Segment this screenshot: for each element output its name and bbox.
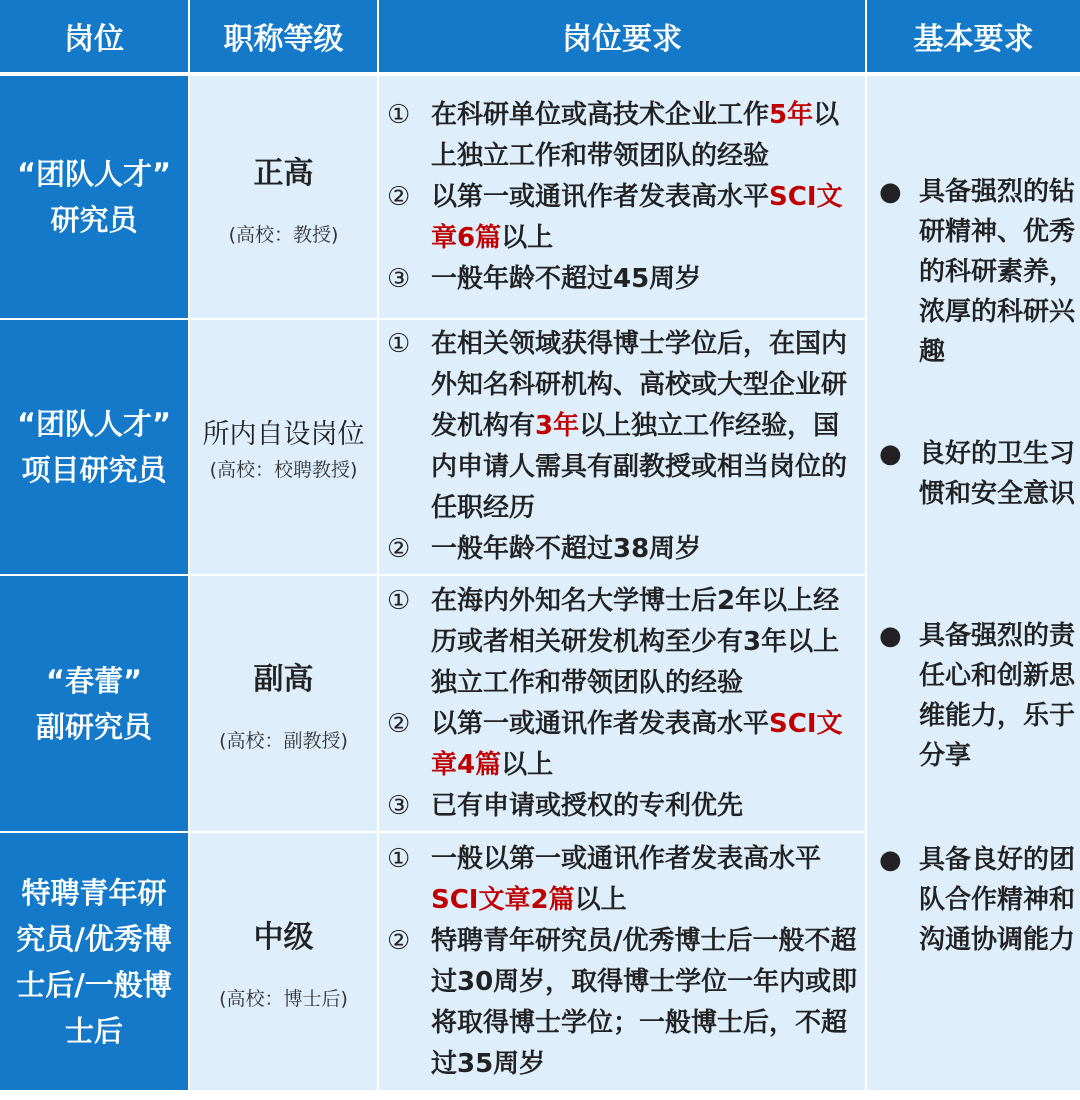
requirement-number: ①	[387, 843, 411, 874]
requirement-item	[387, 839, 865, 921]
requirement-number: ②	[387, 925, 411, 956]
position-label: “春蕾” 副研究员	[35, 663, 152, 744]
header-position: 岗位	[0, 0, 188, 72]
requirement-number: ③	[387, 790, 411, 821]
requirement-text: 一般年龄不超过45周岁	[431, 263, 702, 294]
position-cell	[0, 576, 188, 831]
requirement-number: ③	[387, 263, 411, 294]
requirements-cell	[379, 76, 865, 318]
position-label: “团队人才” 项目研究员	[16, 407, 172, 487]
highlight-text: 5年	[769, 99, 814, 130]
level-main: 所内自设岗位	[202, 419, 365, 450]
requirement-text: 在相关领域获得博士学位后，在国内外知名科研机构、高校或大型企业研发机构有3年以上独立工作经验，国内申请人需具有副教授或相当岗位的任职经历	[431, 329, 848, 523]
requirement-item	[387, 921, 865, 1085]
requirement-text: 以第一或通讯作者发表高水平SCI文章4篇以上	[431, 708, 843, 780]
basic-item-text: 具备强烈的钻研精神、优秀的科研素养，浓厚的科研兴趣	[919, 177, 1076, 367]
requirement-text: 特聘青年研究员/优秀博士后一般不超过30周岁，取得博士学位一年内或即将取得博士学位；一般博士后，不超过35周岁	[431, 925, 858, 1079]
requirement-number: ②	[387, 534, 411, 564]
requirement-text: 已有申请或授权的专利优先	[431, 790, 744, 821]
position-label: “团队人才” 研究员	[16, 157, 172, 237]
requirement-number: ①	[387, 99, 411, 130]
requirement-text: 在科研单位或高技术企业工作5年以上独立工作和带领团队的经验	[431, 99, 840, 171]
highlight-text: 3年	[535, 411, 580, 441]
level-main: 副高	[253, 662, 314, 697]
position-cell	[0, 833, 188, 1090]
requirement-item	[387, 259, 865, 300]
highlight-text: SCI文章6篇	[431, 181, 843, 253]
bullet-icon: ●	[879, 845, 902, 875]
requirement-text: 一般年龄不超过38周岁	[431, 534, 702, 564]
requirement-number: ①	[387, 329, 411, 359]
requirements-cell	[379, 320, 865, 574]
level-cell	[190, 76, 377, 318]
requirement-item	[387, 786, 865, 827]
position-cell	[0, 320, 188, 574]
header-requirements: 岗位要求	[379, 0, 865, 72]
basic-item-text: 良好的卫生习惯和安全意识	[919, 439, 1076, 509]
level-cell	[190, 833, 377, 1090]
header-basic: 基本要求	[867, 0, 1080, 72]
requirement-number: ②	[387, 181, 411, 212]
level-cell	[190, 320, 377, 574]
level-sub: (高校：副教授)	[219, 730, 348, 752]
requirement-item	[387, 324, 865, 529]
highlight-text: SCI文章2篇	[431, 884, 575, 915]
level-sub: (高校：校聘教授)	[209, 459, 358, 481]
basic-item-text: 具备良好的团队合作精神和沟通协调能力	[919, 845, 1076, 955]
level-main: 中级	[253, 920, 314, 955]
position-label: 特聘青年研 究员/优秀博 士后/一般博 士后	[16, 875, 172, 1048]
requirements-cell	[379, 576, 865, 831]
bullet-icon: ●	[879, 621, 902, 651]
bullet-icon: ●	[879, 439, 902, 469]
requirement-number: ①	[387, 585, 411, 616]
bullet-icon: ●	[879, 177, 902, 207]
position-cell	[0, 76, 188, 318]
requirement-text: 一般以第一或通讯作者发表高水平SCI文章2篇以上	[431, 843, 822, 915]
requirement-number: ②	[387, 708, 411, 739]
requirement-item	[387, 529, 865, 570]
basic-item	[867, 172, 1080, 372]
requirements-cell	[379, 833, 865, 1090]
requirement-item	[387, 177, 865, 259]
basic-requirements-cell	[867, 76, 1080, 1090]
requirement-text: 以第一或通讯作者发表高水平SCI文章6篇以上	[431, 181, 843, 253]
level-main: 正高	[253, 155, 314, 191]
header-level: 职称等级	[190, 0, 377, 72]
basic-item	[867, 840, 1080, 960]
basic-item-text: 具备强烈的责任心和创新思维能力，乐于分享	[919, 621, 1076, 771]
highlight-text: SCI文章4篇	[431, 708, 843, 780]
requirement-text: 在海内外知名大学博士后2年以上经历或者相关研发机构至少有3年以上独立工作和带领团队的经验	[431, 585, 840, 698]
requirement-item	[387, 704, 865, 786]
basic-item	[867, 616, 1080, 776]
level-sub: (高校：博士后)	[219, 988, 348, 1010]
level-sub: (高校：教授)	[228, 223, 339, 246]
requirement-item	[387, 95, 865, 177]
requirement-item	[387, 581, 865, 704]
basic-item	[867, 434, 1080, 514]
level-cell	[190, 576, 377, 831]
